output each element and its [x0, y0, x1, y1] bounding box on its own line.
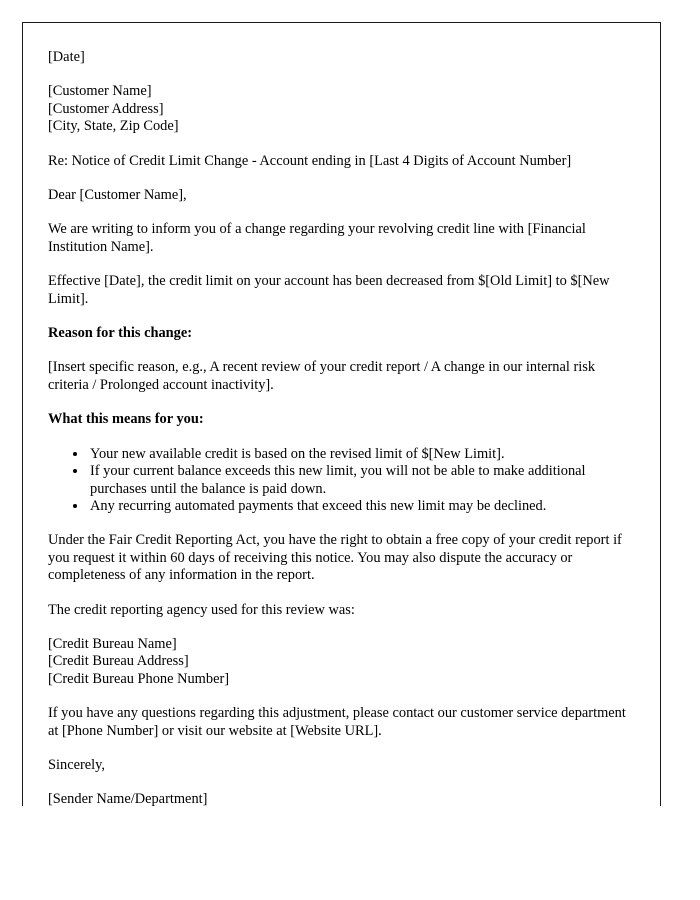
- paragraph-agency-intro: The credit reporting agency used for this review was:: [48, 601, 355, 618]
- recipient-address: [Customer Address]: [48, 100, 164, 117]
- credit-bureau-address: [Credit Bureau Address]: [48, 653, 189, 670]
- impact-bullet-list: [48, 446, 634, 516]
- credit-bureau-name: [Credit Bureau Name]: [48, 635, 177, 652]
- paragraph-reason: [Insert specific reason, e.g., A recent review of your credit report / A change in our internal risk criteria / Prolonged account inactivity].: [48, 359, 596, 393]
- list-item: • Your new available credit is based on the revised limit of $[New Limit].: [88, 446, 634, 463]
- list-item: • If your current balance exceeds this new limit, you will not be able to make additional purchases until the balance is paid down.: [88, 463, 634, 498]
- recipient-address-block: [48, 83, 634, 135]
- paragraph-fcra-rights: Under the Fair Credit Reporting Act, you have the right to obtain a free copy of your credit report if you request it within 60 days of receiving this notice. You may also dispute the accuracy or completeness of any information in the report.: [48, 532, 622, 584]
- heading-reason-for-change: Reason for this change:: [48, 325, 193, 342]
- paragraph-contact: If you have any questions regarding this adjustment, please contact our customer service department at [Phone Number] or visit our website at [Website URL].: [48, 705, 626, 739]
- letter-page: [22, 22, 661, 806]
- recipient-name: [Customer Name]: [48, 83, 152, 100]
- subject-line: Re: Notice of Credit Limit Change - Account ending in [Last 4 Digits of Account Number]: [48, 152, 572, 169]
- recipient-city-state-zip: [City, State, Zip Code]: [48, 118, 179, 135]
- salutation: Dear [Customer Name],: [48, 187, 187, 204]
- date-line: [Date]: [48, 49, 85, 65]
- credit-bureau-block: [48, 636, 634, 688]
- paragraph-effective-date: Effective [Date], the credit limit on your account has been decreased from $[Old Limit] to $[New Limit].: [48, 273, 610, 307]
- letter-body: [23, 23, 660, 806]
- paragraph-intro: We are writing to inform you of a change regarding your revolving credit line with [Financial Institution Name].: [48, 221, 586, 255]
- heading-what-this-means: What this means for you:: [48, 411, 204, 428]
- credit-bureau-phone: [Credit Bureau Phone Number]: [48, 670, 230, 687]
- list-item: • Any recurring automated payments that exceed this new limit may be declined.: [88, 498, 634, 515]
- closing: Sincerely,: [48, 756, 106, 773]
- signature-block: [Sender Name/Department]: [48, 791, 208, 806]
